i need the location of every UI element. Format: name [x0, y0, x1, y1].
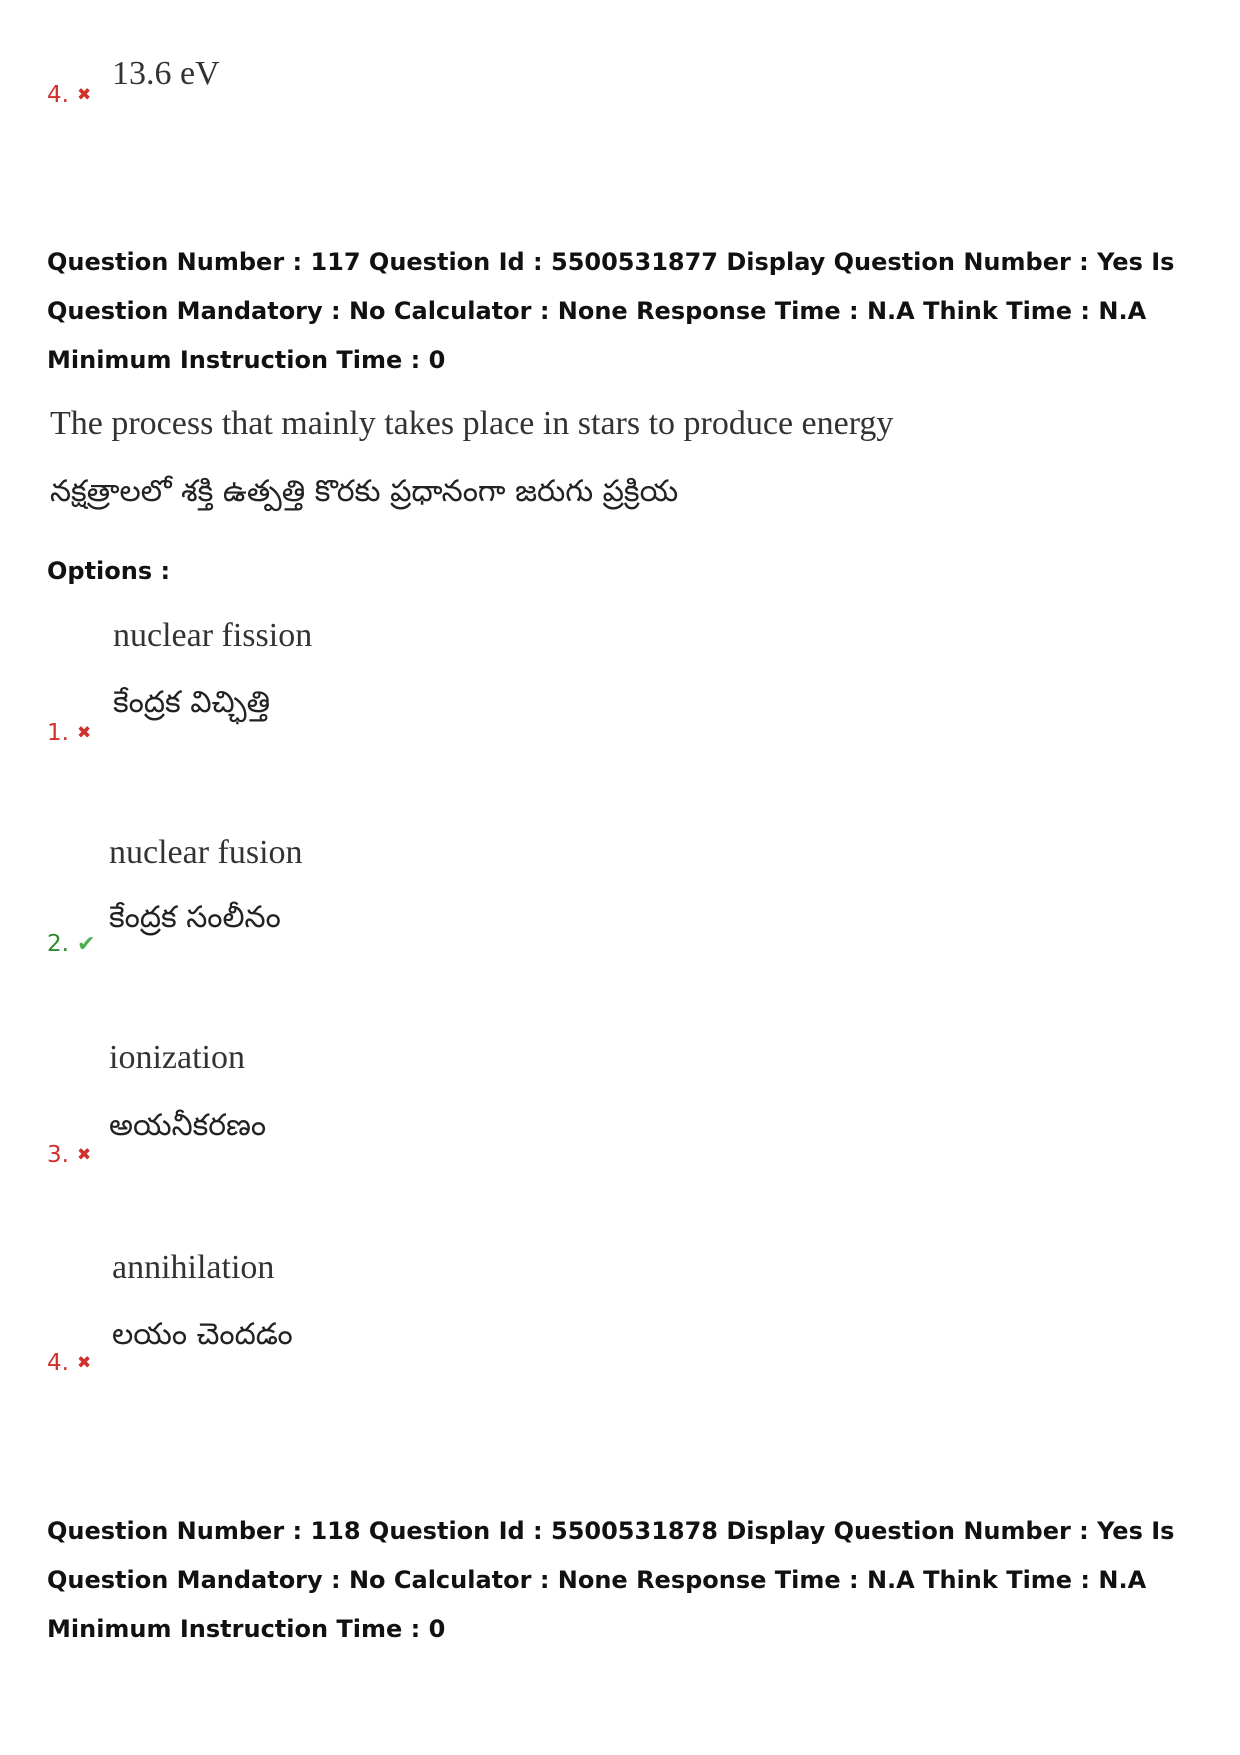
option-2-number	[47, 933, 95, 956]
cross-icon: ✖	[76, 85, 92, 105]
question-117-text-en: The process that mainly takes place in stars to produce energy	[50, 405, 894, 442]
options-label: Options :	[47, 557, 171, 585]
option-3-text-en: ionization	[109, 1039, 245, 1076]
cross-icon: ✖	[76, 723, 92, 743]
prev-option-4-text: 13.6 eV	[112, 55, 220, 92]
prev-option-4-number	[47, 84, 91, 107]
option-1-text-te: కేంద్రక విచ్ఛిత్తి	[113, 685, 271, 720]
cross-icon: ✖	[76, 1145, 92, 1165]
option-1-number	[47, 722, 91, 745]
option-4-text-te: లయం చెందడం	[112, 1317, 293, 1352]
question-117-meta: Question Number : 117 Question Id : 5500531877 Display Question Number : Yes Is Question Mandatory : No Calculator : None Response Time : N.A Think Time : N.A Minimum Instruction Time : 0	[47, 248, 1175, 374]
question-118-meta: Question Number : 118 Question Id : 5500531878 Display Question Number : Yes Is Question Mandatory : No Calculator : None Response Time : N.A Think Time : N.A Minimum Instruction Time : 0	[47, 1517, 1175, 1643]
question-117-text-te: నక్షత్రాలలో శక్తి ఉత్పత్తి కొరకు ప్రధానంగా జరుగు ప్రక్రియ	[50, 474, 679, 509]
option-2-text-en: nuclear fusion	[109, 834, 303, 871]
option-number: 4.	[47, 82, 69, 108]
option-1-text-en: nuclear fission	[113, 617, 313, 654]
checkmark-icon: ✔	[76, 932, 96, 957]
option-3-number	[47, 1144, 91, 1167]
option-number: 4.	[47, 1350, 69, 1376]
option-number: 3.	[47, 1142, 69, 1168]
option-4-number	[47, 1352, 91, 1375]
option-number: 1.	[47, 720, 69, 746]
option-number: 2.	[47, 931, 69, 957]
option-2-text-te: కేంద్రక సంలీనం	[109, 900, 281, 935]
option-4-text-en: annihilation	[112, 1249, 275, 1286]
cross-icon: ✖	[76, 1353, 92, 1373]
option-3-text-te: అయనీకరణం	[109, 1108, 267, 1143]
